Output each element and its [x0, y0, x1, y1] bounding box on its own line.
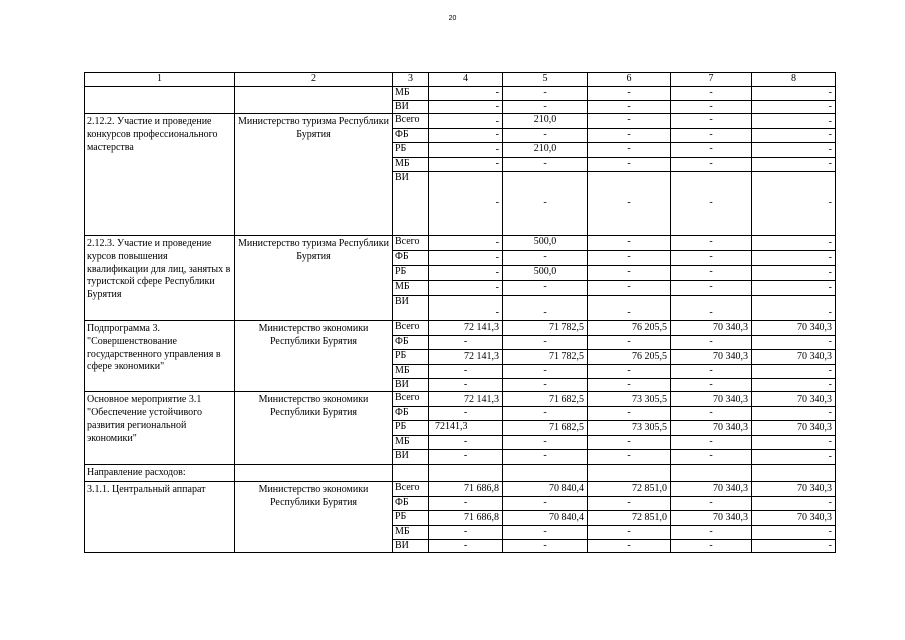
value-cell: - — [503, 539, 588, 553]
value-cell: - — [671, 280, 752, 295]
value-cell: - — [671, 235, 752, 250]
value-cell: - — [671, 525, 752, 539]
value-cell: - — [503, 280, 588, 295]
source-cell: Всего — [393, 481, 429, 496]
value-cell: - — [752, 265, 836, 280]
value-cell: 72 851,0 — [588, 510, 671, 525]
value-cell: 70 340,3 — [671, 392, 752, 407]
value-cell: 70 340,3 — [752, 421, 836, 436]
source-cell: МБ — [393, 364, 429, 378]
value-cell: - — [429, 100, 503, 114]
value-cell: - — [429, 378, 503, 392]
source-cell: ФБ — [393, 496, 429, 510]
value-cell: - — [429, 525, 503, 539]
value-cell: - — [429, 114, 503, 129]
value-cell: - — [671, 436, 752, 450]
value-cell: 72 141,3 — [429, 349, 503, 364]
value-cell: - — [588, 407, 671, 421]
header-cell: 8 — [752, 73, 836, 87]
value-cell: 71 686,8 — [429, 481, 503, 496]
value-cell: - — [503, 295, 588, 320]
value-cell: 500,0 — [503, 265, 588, 280]
value-cell: 76 205,5 — [588, 320, 671, 335]
value-cell: - — [503, 171, 588, 235]
header-cell: 2 — [235, 73, 393, 87]
empty-cell — [393, 464, 429, 481]
value-cell: 72 141,3 — [429, 392, 503, 407]
value-cell: - — [752, 100, 836, 114]
value-cell: - — [671, 158, 752, 172]
value-cell: - — [752, 335, 836, 349]
source-cell: ФБ — [393, 407, 429, 421]
value-cell: - — [503, 158, 588, 172]
empty-cell — [235, 464, 393, 481]
value-cell: 76 205,5 — [588, 349, 671, 364]
value-cell: - — [429, 335, 503, 349]
activity-name: Основное мероприятие 3.1 "Обеспечение устойчивого развития региональной экономики" — [85, 392, 235, 465]
value-cell: - — [588, 295, 671, 320]
value-cell: - — [671, 100, 752, 114]
value-cell: - — [752, 86, 836, 100]
source-cell: МБ — [393, 158, 429, 172]
source-cell: РБ — [393, 421, 429, 436]
empty-cell — [752, 464, 836, 481]
value-cell: 70 340,3 — [752, 510, 836, 525]
value-cell: 70 340,3 — [752, 320, 836, 335]
source-cell: ФБ — [393, 129, 429, 143]
activity-name: 2.12.2. Участие и проведение конкурсов профессионального мастерства — [85, 114, 235, 236]
executor-name: Министерство туризма Республики Бурятия — [235, 114, 393, 236]
value-cell: - — [671, 364, 752, 378]
item-name: 3.1.1. Центральный аппарат — [85, 481, 235, 552]
value-cell: - — [429, 407, 503, 421]
value-cell: 500,0 — [503, 235, 588, 250]
header-cell: 3 — [393, 73, 429, 87]
header-cell: 1 — [85, 73, 235, 87]
source-cell: МБ — [393, 280, 429, 295]
value-cell: - — [429, 364, 503, 378]
value-cell: - — [752, 378, 836, 392]
header-cell: 6 — [588, 73, 671, 87]
value-cell: - — [671, 449, 752, 464]
value-cell: - — [588, 335, 671, 349]
value-cell: - — [588, 171, 671, 235]
activity-name: 2.12.3. Участие и проведение курсов повышения квалификации для лиц, занятых в туристской сфере Республики Бурятия — [85, 235, 235, 320]
value-cell: 70 340,3 — [671, 320, 752, 335]
value-cell: 70 340,3 — [671, 510, 752, 525]
header-cell: 5 — [503, 73, 588, 87]
value-cell: - — [752, 158, 836, 172]
value-cell: - — [671, 335, 752, 349]
value-cell: - — [429, 250, 503, 265]
value-cell: - — [429, 171, 503, 235]
value-cell: - — [429, 449, 503, 464]
header-cell: 4 — [429, 73, 503, 87]
value-cell: 210,0 — [503, 143, 588, 158]
empty-cell — [588, 464, 671, 481]
value-cell: 70 340,3 — [752, 392, 836, 407]
source-cell: ВИ — [393, 378, 429, 392]
value-cell: 70 340,3 — [671, 481, 752, 496]
value-cell: - — [429, 539, 503, 553]
value-cell: 72 851,0 — [588, 481, 671, 496]
source-cell: РБ — [393, 143, 429, 158]
value-cell: - — [588, 143, 671, 158]
source-cell: Всего — [393, 235, 429, 250]
source-cell: Всего — [393, 392, 429, 407]
value-cell: - — [752, 250, 836, 265]
value-cell: - — [503, 436, 588, 450]
value-cell: - — [752, 235, 836, 250]
value-cell: - — [503, 86, 588, 100]
value-cell: - — [752, 171, 836, 235]
value-cell: - — [671, 265, 752, 280]
value-cell: - — [588, 158, 671, 172]
source-cell: РБ — [393, 349, 429, 364]
empty-cell — [503, 464, 588, 481]
value-cell: - — [429, 280, 503, 295]
value-cell: - — [503, 364, 588, 378]
value-cell: - — [588, 539, 671, 553]
value-cell: - — [588, 364, 671, 378]
table-row — [85, 392, 836, 407]
value-cell: - — [503, 525, 588, 539]
value-cell: 70 340,3 — [752, 349, 836, 364]
value-cell: - — [588, 235, 671, 250]
empty-cell — [671, 464, 752, 481]
value-cell: - — [503, 407, 588, 421]
source-cell: РБ — [393, 265, 429, 280]
value-cell: - — [671, 295, 752, 320]
value-cell: - — [588, 496, 671, 510]
source-cell: МБ — [393, 436, 429, 450]
executor-name: Министерство экономики Республики Бурятия — [235, 392, 393, 465]
value-cell: - — [429, 436, 503, 450]
table-row — [85, 235, 836, 250]
value-cell: - — [671, 496, 752, 510]
value-cell: - — [429, 235, 503, 250]
source-cell: Всего — [393, 320, 429, 335]
value-cell: - — [671, 539, 752, 553]
value-cell: 72 141,3 — [429, 320, 503, 335]
value-cell: - — [429, 265, 503, 280]
table-row — [85, 320, 836, 335]
executor-name: Министерство экономики Республики Бурятия — [235, 320, 393, 391]
value-cell: - — [503, 129, 588, 143]
value-cell: 72141,3 — [429, 421, 503, 436]
value-cell: - — [429, 496, 503, 510]
value-cell: - — [752, 129, 836, 143]
value-cell: 71 686,8 — [429, 510, 503, 525]
value-cell: - — [671, 143, 752, 158]
value-cell: - — [671, 129, 752, 143]
value-cell: - — [503, 100, 588, 114]
source-cell: Всего — [393, 114, 429, 129]
page-number: 20 — [448, 15, 457, 22]
executor-name: Министерство туризма Республики Бурятия — [235, 235, 393, 320]
value-cell: 70 340,3 — [671, 421, 752, 436]
value-cell: 210,0 — [503, 114, 588, 129]
direction-label: Направление расходов: — [85, 464, 235, 481]
value-cell: - — [671, 171, 752, 235]
value-cell: - — [671, 86, 752, 100]
empty-cell — [429, 464, 503, 481]
value-cell: - — [752, 364, 836, 378]
value-cell: - — [503, 250, 588, 265]
value-cell: - — [588, 250, 671, 265]
value-cell: - — [503, 449, 588, 464]
value-cell: - — [503, 496, 588, 510]
value-cell: - — [588, 129, 671, 143]
value-cell: - — [429, 86, 503, 100]
value-cell: 70 840,4 — [503, 510, 588, 525]
value-cell: - — [671, 407, 752, 421]
source-cell: ВИ — [393, 295, 429, 320]
table-row — [85, 86, 836, 100]
value-cell: - — [429, 143, 503, 158]
value-cell: - — [752, 114, 836, 129]
value-cell: - — [429, 295, 503, 320]
value-cell: 73 305,5 — [588, 392, 671, 407]
value-cell: - — [588, 86, 671, 100]
source-cell: МБ — [393, 525, 429, 539]
value-cell: - — [588, 525, 671, 539]
source-cell: РБ — [393, 510, 429, 525]
value-cell: 70 340,3 — [671, 349, 752, 364]
value-cell: - — [752, 436, 836, 450]
value-cell: - — [588, 265, 671, 280]
value-cell: 71 682,5 — [503, 392, 588, 407]
source-cell: ФБ — [393, 250, 429, 265]
value-cell: - — [588, 100, 671, 114]
header-cell: 7 — [671, 73, 752, 87]
value-cell: - — [588, 436, 671, 450]
value-cell: - — [752, 525, 836, 539]
value-cell: 71 682,5 — [503, 421, 588, 436]
value-cell: - — [671, 250, 752, 265]
value-cell: - — [588, 114, 671, 129]
source-cell: ВИ — [393, 449, 429, 464]
value-cell: - — [588, 449, 671, 464]
executor-cell — [235, 86, 393, 114]
table-row — [85, 464, 836, 481]
header-row — [85, 73, 836, 87]
value-cell: - — [752, 295, 836, 320]
executor-name: Министерство экономики Республики Бурятия — [235, 481, 393, 552]
value-cell: - — [671, 378, 752, 392]
value-cell: - — [752, 496, 836, 510]
source-cell: ФБ — [393, 335, 429, 349]
value-cell: 73 305,5 — [588, 421, 671, 436]
value-cell: - — [588, 378, 671, 392]
source-cell: МБ — [393, 86, 429, 100]
value-cell: - — [752, 143, 836, 158]
value-cell: - — [588, 280, 671, 295]
value-cell: - — [671, 114, 752, 129]
name-cell — [85, 86, 235, 114]
subprogram-name: Подпрограмма 3. "Совершенствование государственного управления в сфере экономики" — [85, 320, 235, 391]
value-cell: - — [503, 378, 588, 392]
value-cell: - — [752, 539, 836, 553]
value-cell: 71 782,5 — [503, 349, 588, 364]
value-cell: - — [429, 158, 503, 172]
source-cell: ВИ — [393, 171, 429, 235]
source-cell: ВИ — [393, 539, 429, 553]
value-cell: - — [752, 449, 836, 464]
table-row — [85, 114, 836, 129]
value-cell: - — [752, 407, 836, 421]
value-cell: 70 840,4 — [503, 481, 588, 496]
value-cell: - — [752, 280, 836, 295]
source-cell: ВИ — [393, 100, 429, 114]
value-cell: 71 782,5 — [503, 320, 588, 335]
value-cell: - — [429, 129, 503, 143]
table-row — [85, 481, 836, 496]
value-cell: 70 340,3 — [752, 481, 836, 496]
budget-table — [84, 72, 836, 553]
value-cell: - — [503, 335, 588, 349]
